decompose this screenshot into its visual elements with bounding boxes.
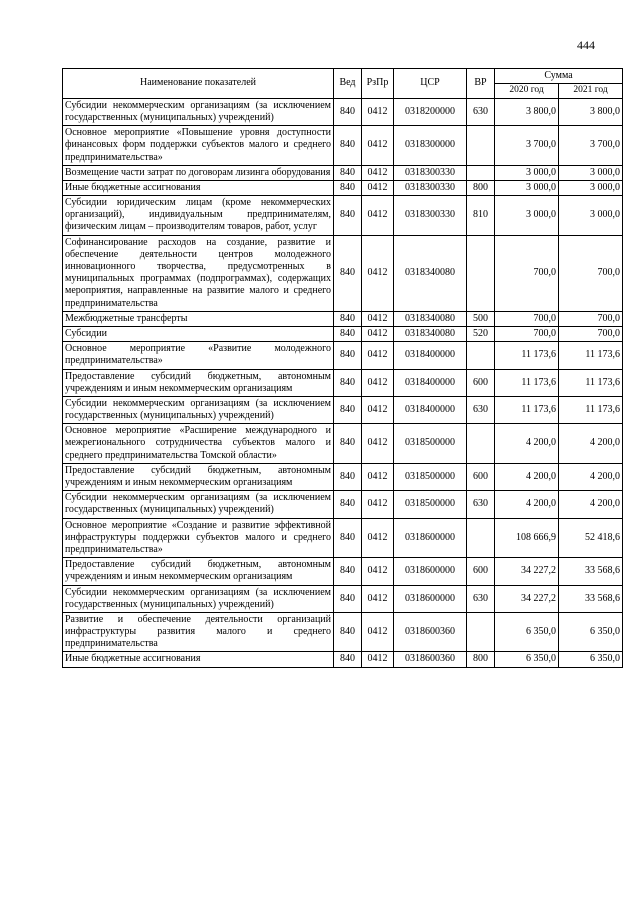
table-row [63,424,623,464]
cell-y2020: 3 800,0 [495,98,559,125]
cell-csr: 0318340080 [394,326,467,341]
cell-rzpr: 0412 [362,652,394,667]
cell-csr: 0318600360 [394,612,467,652]
cell-y2021: 4 200,0 [559,491,623,518]
cell-ved: 840 [334,612,362,652]
cell-ved: 840 [334,342,362,369]
cell-rzpr: 0412 [362,196,394,236]
page-number: 444 [577,38,595,52]
table-row [63,180,623,195]
cell-y2021: 700,0 [559,311,623,326]
cell-rzpr: 0412 [362,558,394,585]
cell-ved: 840 [334,491,362,518]
cell-name: Возмещение части затрат по договорам лизинга оборудования [63,165,334,180]
table-row [63,311,623,326]
cell-ved: 840 [334,196,362,236]
cell-ved: 840 [334,180,362,195]
cell-y2020: 700,0 [495,311,559,326]
cell-y2021: 33 568,6 [559,558,623,585]
cell-csr: 0318300330 [394,165,467,180]
cell-ved: 840 [334,311,362,326]
cell-rzpr: 0412 [362,126,394,166]
cell-y2021: 3 000,0 [559,180,623,195]
cell-name: Основное мероприятие «Создание и развитие эффективной инфраструктуры поддержки субъектов малого и среднего предпринимательства» [63,518,334,558]
cell-name: Основное мероприятие «Развитие молодежного предпринимательства» [63,342,334,369]
cell-y2021: 3 000,0 [559,165,623,180]
cell-ved: 840 [334,396,362,423]
cell-y2020: 3 000,0 [495,165,559,180]
cell-y2020: 6 350,0 [495,612,559,652]
table-row [63,196,623,236]
cell-vr: 630 [467,585,495,612]
cell-name: Основное мероприятие «Повышение уровня доступности финансовых форм поддержки субъектов малого и среднего предпринимательства» [63,126,334,166]
cell-ved: 840 [334,98,362,125]
cell-ved: 840 [334,235,362,311]
cell-y2021: 4 200,0 [559,463,623,490]
cell-y2020: 3 700,0 [495,126,559,166]
cell-ved: 840 [334,652,362,667]
cell-rzpr: 0412 [362,165,394,180]
header-name: Наименование показателей [63,69,334,99]
cell-name: Субсидии некоммерческим организациям (за исключением государственных (муниципальных) учреждений) [63,491,334,518]
table-row [63,235,623,311]
cell-name: Основное мероприятие «Расширение международного и межрегионального сотрудничества субъектов малого и среднего предпринимательства Томской области» [63,424,334,464]
cell-csr: 0318500000 [394,491,467,518]
cell-name: Субсидии юридическим лицам (кроме некоммерческих организаций), индивидуальным предпринимателям, физическим лицам – производителям товаров, работ, услуг [63,196,334,236]
table-row [63,342,623,369]
cell-csr: 0318600000 [394,585,467,612]
cell-name: Субсидии [63,326,334,341]
cell-y2021: 52 418,6 [559,518,623,558]
cell-name: Субсидии некоммерческим организациям (за исключением государственных (муниципальных) учреждений) [63,98,334,125]
cell-vr: 600 [467,463,495,490]
cell-vr: 500 [467,311,495,326]
cell-rzpr: 0412 [362,180,394,195]
header-sum: Сумма [495,69,623,84]
cell-rzpr: 0412 [362,585,394,612]
table-row [63,98,623,125]
cell-csr: 0318500000 [394,463,467,490]
table-row [63,126,623,166]
cell-rzpr: 0412 [362,98,394,125]
cell-rzpr: 0412 [362,311,394,326]
cell-y2020: 700,0 [495,235,559,311]
cell-vr [467,235,495,311]
header-csr: ЦСР [394,69,467,99]
cell-vr [467,612,495,652]
cell-y2020: 3 000,0 [495,196,559,236]
cell-csr: 0318500000 [394,424,467,464]
table-row [63,558,623,585]
cell-rzpr: 0412 [362,369,394,396]
cell-vr [467,165,495,180]
table-row [63,165,623,180]
cell-vr: 800 [467,180,495,195]
cell-rzpr: 0412 [362,326,394,341]
cell-y2020: 3 000,0 [495,180,559,195]
budget-table [62,68,623,668]
cell-csr: 0318340080 [394,235,467,311]
cell-y2021: 700,0 [559,235,623,311]
cell-rzpr: 0412 [362,491,394,518]
header-rzpr: РзПр [362,69,394,99]
cell-rzpr: 0412 [362,396,394,423]
cell-y2020: 11 173,6 [495,369,559,396]
table-row [63,326,623,341]
cell-ved: 840 [334,165,362,180]
cell-csr: 0318400000 [394,396,467,423]
cell-name: Предоставление субсидий бюджетным, автономным учреждениям и иным некоммерческим организациям [63,369,334,396]
cell-ved: 840 [334,326,362,341]
table-row [63,491,623,518]
cell-vr: 600 [467,558,495,585]
table-row [63,652,623,667]
header-2020: 2020 год [495,84,559,99]
table-body [63,98,623,667]
cell-ved: 840 [334,424,362,464]
cell-y2020: 11 173,6 [495,396,559,423]
cell-csr: 0318400000 [394,342,467,369]
cell-y2021: 3 000,0 [559,196,623,236]
cell-y2020: 108 666,9 [495,518,559,558]
header-ved: Вед [334,69,362,99]
cell-csr: 0318400000 [394,369,467,396]
cell-csr: 0318300330 [394,180,467,195]
cell-ved: 840 [334,558,362,585]
cell-y2020: 4 200,0 [495,424,559,464]
cell-ved: 840 [334,126,362,166]
cell-name: Софинансирование расходов на создание, развитие и обеспечение деятельности центров молодежного инновационного творчества, предусмотренных в муниципальных программах (подпрограммах), содержащих мероприятия, направленные на развитие малого и среднего предпринимательства [63,235,334,311]
cell-y2020: 4 200,0 [495,463,559,490]
cell-csr: 0318600000 [394,558,467,585]
cell-rzpr: 0412 [362,518,394,558]
cell-vr [467,342,495,369]
cell-ved: 840 [334,369,362,396]
cell-vr: 800 [467,652,495,667]
cell-vr: 810 [467,196,495,236]
cell-y2021: 6 350,0 [559,612,623,652]
cell-vr: 630 [467,396,495,423]
table-row [63,518,623,558]
table-row [63,585,623,612]
cell-name: Межбюджетные трансферты [63,311,334,326]
cell-name: Предоставление субсидий бюджетным, автономным учреждениям и иным некоммерческим организациям [63,463,334,490]
cell-y2020: 11 173,6 [495,342,559,369]
header-2021: 2021 год [559,84,623,99]
cell-y2020: 6 350,0 [495,652,559,667]
cell-rzpr: 0412 [362,235,394,311]
cell-csr: 0318300330 [394,196,467,236]
cell-vr: 630 [467,491,495,518]
cell-y2021: 33 568,6 [559,585,623,612]
cell-rzpr: 0412 [362,342,394,369]
cell-rzpr: 0412 [362,424,394,464]
cell-rzpr: 0412 [362,463,394,490]
cell-csr: 0318600000 [394,518,467,558]
cell-name: Субсидии некоммерческим организациям (за исключением государственных (муниципальных) учреждений) [63,585,334,612]
cell-name: Иные бюджетные ассигнования [63,180,334,195]
cell-csr: 0318300000 [394,126,467,166]
cell-y2021: 11 173,6 [559,396,623,423]
cell-name: Иные бюджетные ассигнования [63,652,334,667]
cell-vr [467,126,495,166]
cell-vr [467,518,495,558]
table-row [63,369,623,396]
cell-y2020: 700,0 [495,326,559,341]
cell-vr: 630 [467,98,495,125]
cell-name: Предоставление субсидий бюджетным, автономным учреждениям и иным некоммерческим организациям [63,558,334,585]
cell-y2021: 11 173,6 [559,342,623,369]
cell-vr: 600 [467,369,495,396]
cell-y2021: 4 200,0 [559,424,623,464]
cell-y2020: 4 200,0 [495,491,559,518]
cell-y2021: 11 173,6 [559,369,623,396]
cell-vr: 520 [467,326,495,341]
cell-y2021: 6 350,0 [559,652,623,667]
table-row [63,396,623,423]
header-vr: ВР [467,69,495,99]
cell-ved: 840 [334,585,362,612]
cell-name: Развитие и обеспечение деятельности организаций инфраструктуры развития малого и среднего предпринимательства [63,612,334,652]
cell-y2021: 3 700,0 [559,126,623,166]
cell-csr: 0318340080 [394,311,467,326]
cell-ved: 840 [334,518,362,558]
table-row [63,463,623,490]
table-row [63,612,623,652]
cell-name: Субсидии некоммерческим организациям (за исключением государственных (муниципальных) учреждений) [63,396,334,423]
cell-y2021: 3 800,0 [559,98,623,125]
cell-y2020: 34 227,2 [495,558,559,585]
cell-y2020: 34 227,2 [495,585,559,612]
cell-csr: 0318600360 [394,652,467,667]
cell-y2021: 700,0 [559,326,623,341]
cell-rzpr: 0412 [362,612,394,652]
cell-ved: 840 [334,463,362,490]
cell-vr [467,424,495,464]
cell-csr: 0318200000 [394,98,467,125]
